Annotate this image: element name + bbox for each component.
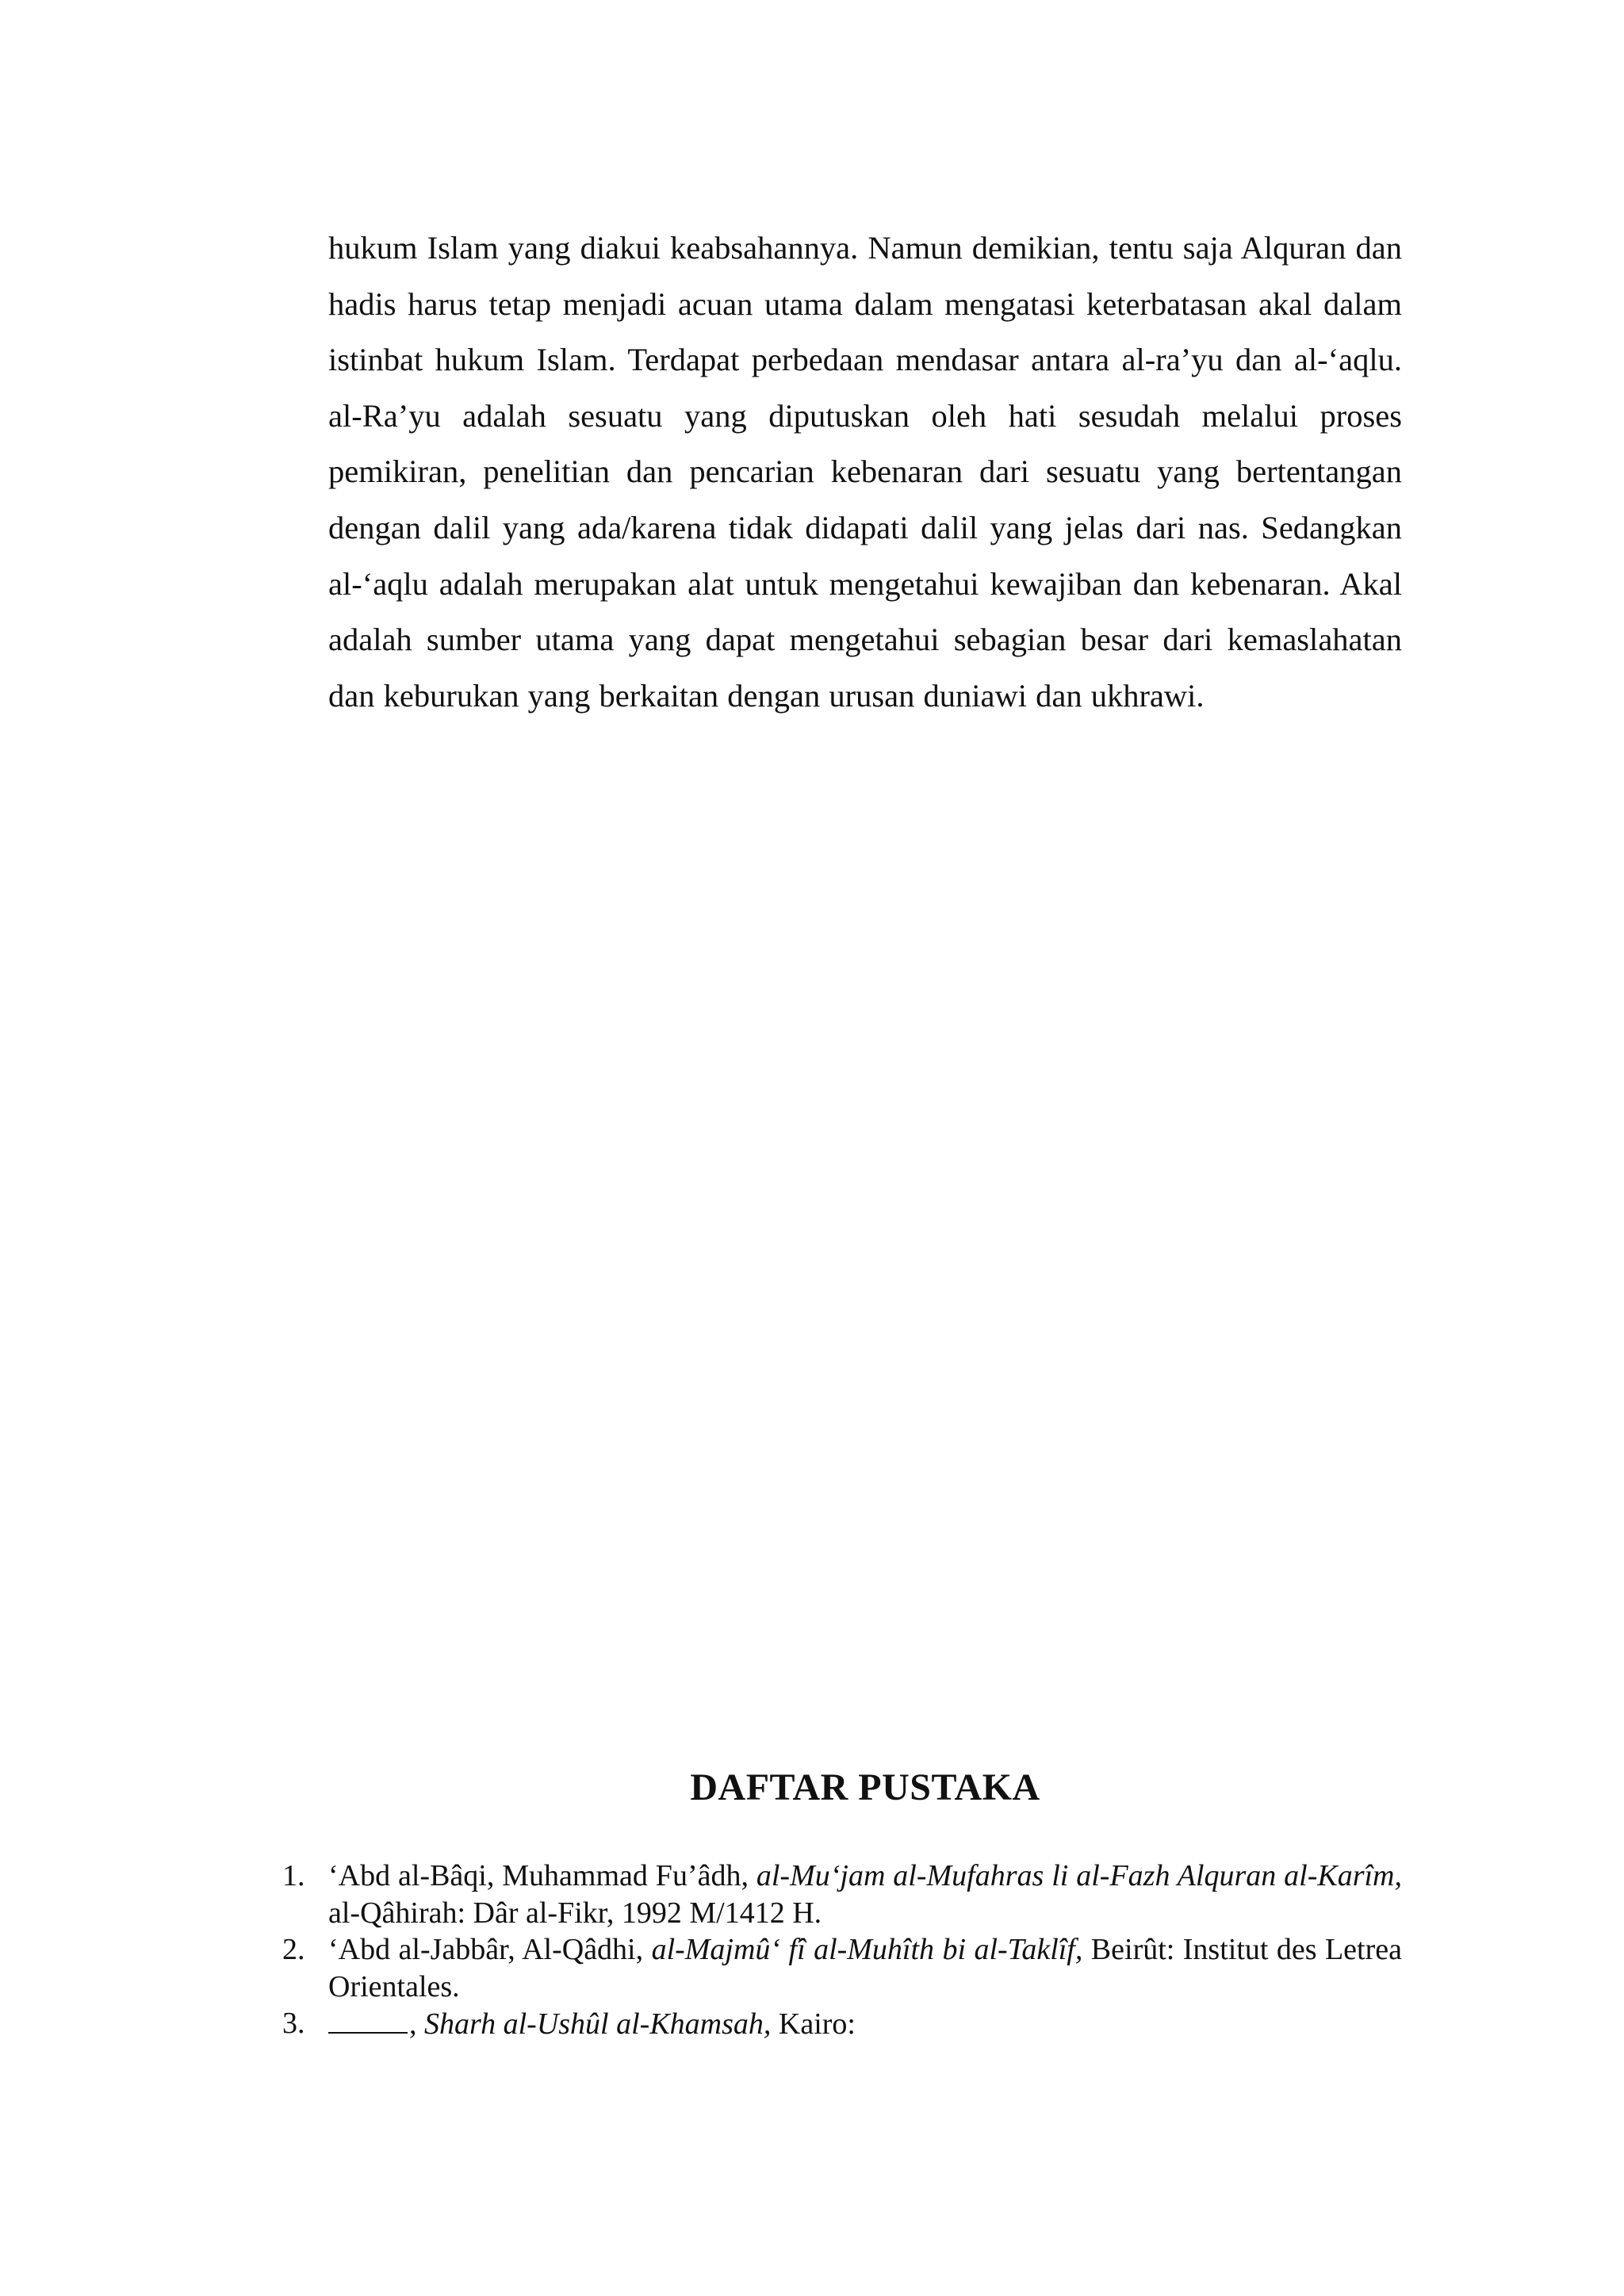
author-repeat-line (328, 2005, 408, 2034)
entry-text (328, 1933, 1402, 2003)
entry-publication: Kairo: (771, 2007, 856, 2041)
bibliography-entry (282, 1931, 1402, 2005)
entry-publication: al-Qâhirah: Dâr al-Fikr, 1992 M/1412 H. (328, 1896, 822, 1930)
entry-author: , (409, 2007, 424, 2041)
entry-publication: Beirût: Institut des Letrea Orientales. (328, 1933, 1402, 2003)
entry-title: al-Mu‘jam al-Mufahras li al-Fazh Alquran al-Karîm, (756, 1859, 1402, 1892)
entry-title: al-Majmû‘ fî al-Muhîth bi al-Taklîf, (651, 1933, 1083, 1966)
entry-author: ‘Abd al-Jabbâr, Al-Qâdhi, (328, 1933, 652, 1966)
body-paragraph: hukum Islam yang diakui keabsahannya. Namun demikian, tentu saja Alquran dan hadis harus tetap menjadi acuan utama dalam mengatasi keterbatasan akal dalam istinbat hukum Islam. Terdapat perbedaan mendasar antara al-ra’yu dan al-‘aqlu. al-Ra’yu adalah sesuatu yang diputuskan oleh hati sesudah melalui proses pemikiran, penelitian dan pencarian kebenaran dari sesuatu yang bertentangan dengan dalil yang ada/karena tidak didapati dalil yang jelas dari nas. Sedangkan al-‘aqlu adalah merupakan alat untuk mengetahui kewajiban dan kebenaran. Akal adalah sumber utama yang dapat mengetahui sebagian besar dari kemaslahatan dan keburukan yang berkaitan dengan urusan duniawi dan ukhrawi. (328, 230, 1402, 714)
bibliography-list (282, 1858, 1402, 2043)
entry-number: 3. (282, 2007, 305, 2040)
entry-author: ‘Abd al-Bâqi, Muhammad Fu’âdh, (328, 1859, 756, 1892)
entry-number: 1. (282, 1859, 305, 1892)
entry-text (328, 1859, 1402, 1930)
bibliography-entry (282, 1858, 1402, 1931)
entry-title: Sharh al-Ushûl al-Khamsah, (424, 2007, 772, 2041)
bibliography-entry (282, 2005, 1402, 2043)
entry-number: 2. (282, 1933, 305, 1966)
entry-text (328, 2007, 856, 2041)
bibliography-heading: DAFTAR PUSTAKA (690, 1766, 1040, 1808)
